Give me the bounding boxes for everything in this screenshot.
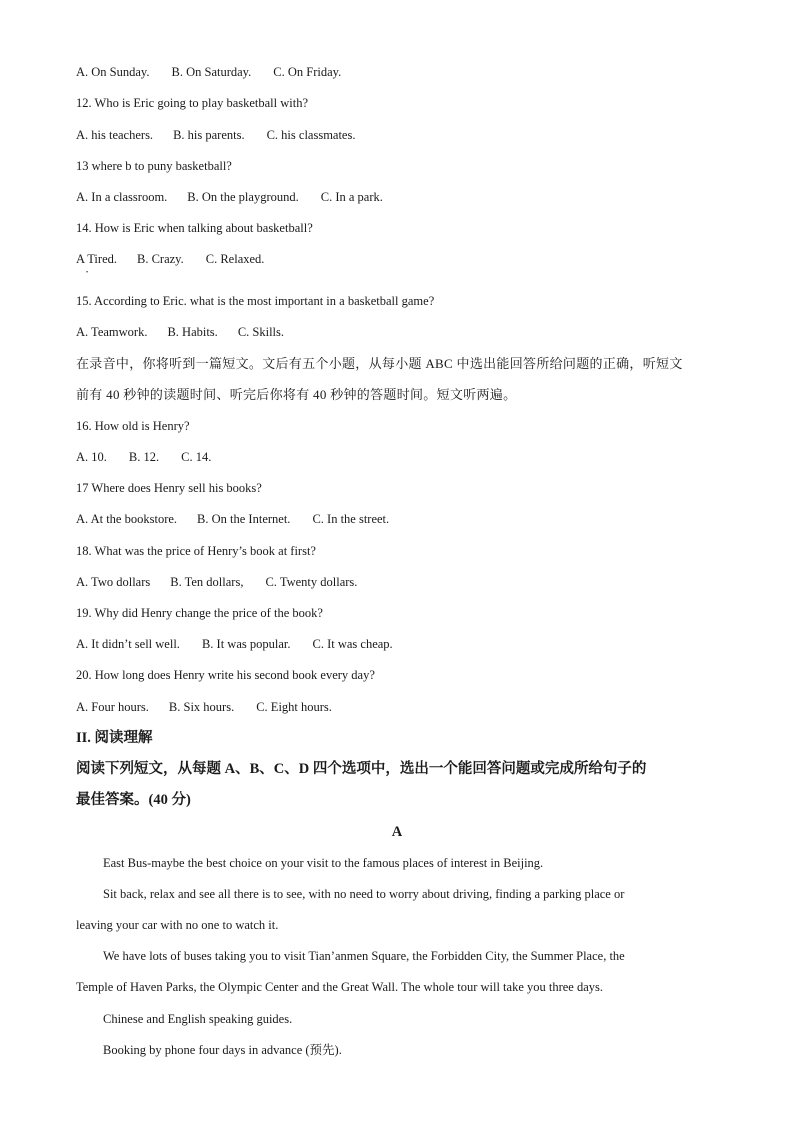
q16-question: 16. How old is Henry? — [76, 419, 190, 433]
q18-option-c: C. Twenty dollars. — [265, 575, 358, 589]
passage-paragraph-3-line1: We have lots of buses taking you to visit Tian’anmen Square, the Forbidden City, the Summer Place, the — [103, 949, 625, 963]
q16-option-a: A. 10. — [76, 450, 107, 464]
q12-question: 12. Who is Eric going to play basketball with? — [76, 96, 309, 110]
passage-paragraph-1: East Bus-maybe the best choice on your visit to the famous places of interest in Beijing. — [103, 856, 544, 870]
q17-option-c: C. In the street. — [312, 512, 390, 526]
q20-option-a: A. Four hours. — [76, 700, 149, 714]
q19-option-b: B. It was popular. — [201, 637, 291, 651]
q12-option-b: B. his parents. — [173, 128, 245, 142]
q16-option-b: B. 12. — [128, 450, 160, 464]
q14-options — [76, 251, 264, 267]
q18-option-a: A. Two dollars — [76, 575, 151, 589]
q17-options — [76, 511, 389, 527]
q14-option-a: A Tired. — [76, 252, 117, 266]
q12-options — [76, 127, 355, 143]
passage-label: A — [391, 824, 403, 840]
q16-option-c: C. 14. — [181, 450, 212, 464]
q11-option-c: C. On Friday. — [273, 65, 342, 79]
q17-option-b: B. On the Internet. — [197, 512, 291, 526]
q19-options — [76, 636, 393, 652]
q15-options — [76, 324, 284, 340]
q14-option-c: C. Relaxed. — [205, 252, 265, 266]
reading-instruction-line2: 最佳答案。(40 分) — [76, 792, 191, 808]
q11-option-a: A. On Sunday. — [76, 65, 150, 79]
q19-option-a: A. It didn’t sell well. — [76, 637, 180, 651]
q19-option-c: C. It was cheap. — [312, 637, 393, 651]
q13-option-c: C. In a park. — [320, 190, 383, 204]
q13-question: 13 where b to puny basketball? — [76, 159, 232, 173]
q20-option-c: C. Eight hours. — [256, 700, 332, 714]
q17-option-a: A. At the bookstore. — [76, 512, 178, 526]
q12-option-a: A. his teachers. — [76, 128, 154, 142]
reading-instruction-line1: 阅读下列短文，从每题 A、B、C、D 四个选项中，选出一个能回答问题或完成所给句子的 — [76, 761, 647, 777]
passage-paragraph-2-line2: leaving your car with no one to watch it. — [76, 918, 279, 932]
q15-option-b: B. Habits. — [167, 325, 218, 339]
q12-option-c: C. his classmates. — [266, 128, 356, 142]
q14-option-b: B. Crazy. — [137, 252, 184, 266]
stray-dot: • — [86, 270, 89, 276]
q19-question: 19. Why did Henry change the price of the book? — [76, 606, 323, 620]
passage-paragraph-5: Booking by phone four days in advance (预先). — [103, 1043, 342, 1057]
q18-question: 18. What was the price of Henry’s book at first? — [76, 544, 316, 558]
q15-option-a: A. Teamwork. — [76, 325, 148, 339]
q11-option-b: B. On Saturday. — [171, 65, 252, 79]
q18-options — [76, 574, 357, 590]
passage-paragraph-4: Chinese and English speaking guides. — [103, 1012, 293, 1026]
q13-option-a: A. In a classroom. — [76, 190, 168, 204]
q15-option-c: C. Skills. — [237, 325, 285, 339]
q18-option-b: B. Ten dollars, — [170, 575, 244, 589]
q20-options — [76, 699, 332, 715]
q16-options — [76, 449, 211, 465]
q13-option-b: B. On the playground. — [187, 190, 299, 204]
q13-options — [76, 189, 383, 205]
section-heading: II. 阅读理解 — [76, 730, 153, 746]
passage-paragraph-3-line2: Temple of Haven Parks, the Olympic Center and the Great Wall. The whole tour will take you three days. — [76, 980, 604, 994]
listening-instruction-line2: 前有 40 秒钟的读题时间、听完后你将有 40 秒钟的答题时间。短文听两遍。 — [76, 387, 517, 402]
q20-question: 20. How long does Henry write his second book every day? — [76, 668, 375, 682]
q17-question: 17 Where does Henry sell his books? — [76, 481, 262, 495]
q11-options — [76, 64, 341, 80]
q15-question: 15. According to Eric. what is the most important in a basketball game? — [76, 294, 435, 308]
listening-instruction-line1: 在录音中，你将听到一篇短文。文后有五个小题，从每小题 ABC 中选出能回答所给问题的正确，听短文 — [76, 356, 683, 371]
passage-paragraph-2-line1: Sit back, relax and see all there is to see, with no need to worry about driving, finding a parking place or — [103, 887, 625, 901]
q14-question: 14. How is Eric when talking about basketball? — [76, 221, 313, 235]
q20-option-b: B. Six hours. — [168, 700, 235, 714]
